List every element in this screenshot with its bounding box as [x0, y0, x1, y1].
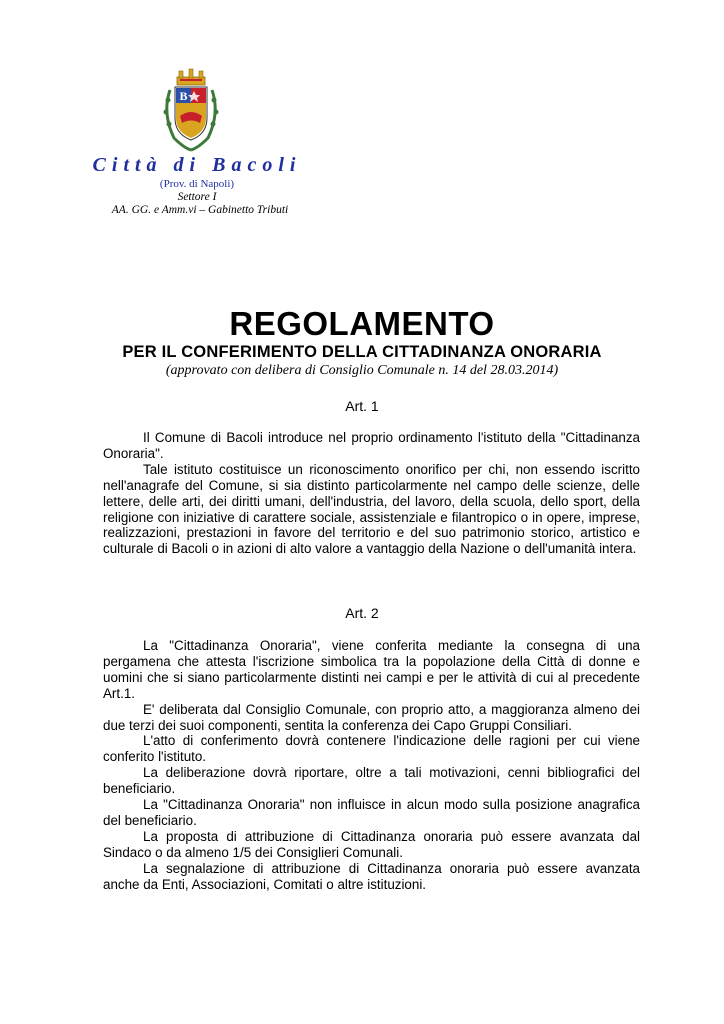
- article-1-heading: Art. 1: [345, 398, 379, 414]
- province-label: (Prov. di Napoli): [159, 178, 235, 190]
- document-title: REGOLAMENTO: [229, 305, 495, 342]
- article-2-paragraph: La segnalazione di attribuzione di Cittadinanza onoraria può essere avanzata anche da Enti, Associazioni, Comitati o altre istituzioni.: [103, 860, 640, 892]
- svg-text:B: B: [179, 89, 188, 103]
- office-label: AA. GG. e Amm.vi – Gabinetto Tributi: [111, 204, 289, 216]
- article-2-paragraph: La proposta di attribuzione di Cittadinanza onoraria può essere avanzata dal Sindaco o da almeno 1/5 dei Consiglieri Comunali.: [103, 828, 640, 860]
- article-2-paragraph: La deliberazione dovrà riportare, oltre a tali motivazioni, cenni bibliografici del beneficiario.: [103, 765, 640, 797]
- article-1-paragraph: Tale istituto costituisce un riconoscimento onorifico per chi, non essendo iscritto nell'anagrafe del Comune, si sia distinto particolarmente nel campo delle scienze, delle lettere, delle arti, dei diritti umani, dell'industria, del lavoro, della scuola, dello sport, della religione con iniziative di carattere sociale, assistenziale e filantropico o in opere, imprese, realizzazioni, prestazioni in favore del territorio e del suo patrimonio storico, artistico e culturale di Bacoli o in azioni di alto valore a vantaggio della Nazione o dell'umanità intera.: [103, 461, 640, 557]
- city-name: Città di Bacoli: [92, 154, 302, 176]
- article-2-paragraph: La "Cittadinanza Onoraria", viene conferita mediante la consegna di una pergamena che attesta l'iscrizione simbolica tra la popolazione della Città di donne e uomini che si siano particolarmente distinti nei campi e per le attività di cui al precedente Art.1.: [103, 638, 640, 701]
- coat-of-arms-icon: [160, 68, 222, 154]
- article-2-paragraph: E' deliberata dal Consiglio Comunale, con proprio atto, a maggioranza almeno dei due terzi dei suoi componenti, sentita la conferenza dei Capo Gruppi Consiliari.: [103, 701, 640, 733]
- article-2-paragraph: L'atto di conferimento dovrà contenere l'indicazione delle ragioni per cui viene conferito l'istituto.: [103, 733, 640, 765]
- approval-note: (approvato con delibera di Consiglio Comunale n. 14 del 28.03.2014): [165, 363, 559, 378]
- document-subtitle: PER IL CONFERIMENTO DELLA CITTADINANZA ONORARIA: [122, 343, 602, 361]
- sector-label: Settore I: [177, 191, 217, 203]
- article-1-paragraph: Il Comune di Bacoli introduce nel proprio ordinamento l'istituto della "Cittadinanza Onoraria".: [103, 430, 640, 461]
- article-2-heading: Art. 2: [345, 605, 379, 621]
- article-2-body: [103, 638, 640, 893]
- article-1-body: [103, 430, 640, 557]
- article-2-paragraph: La "Cittadinanza Onoraria" non influisce in alcun modo sulla posizione anagrafica del beneficiario.: [103, 797, 640, 828]
